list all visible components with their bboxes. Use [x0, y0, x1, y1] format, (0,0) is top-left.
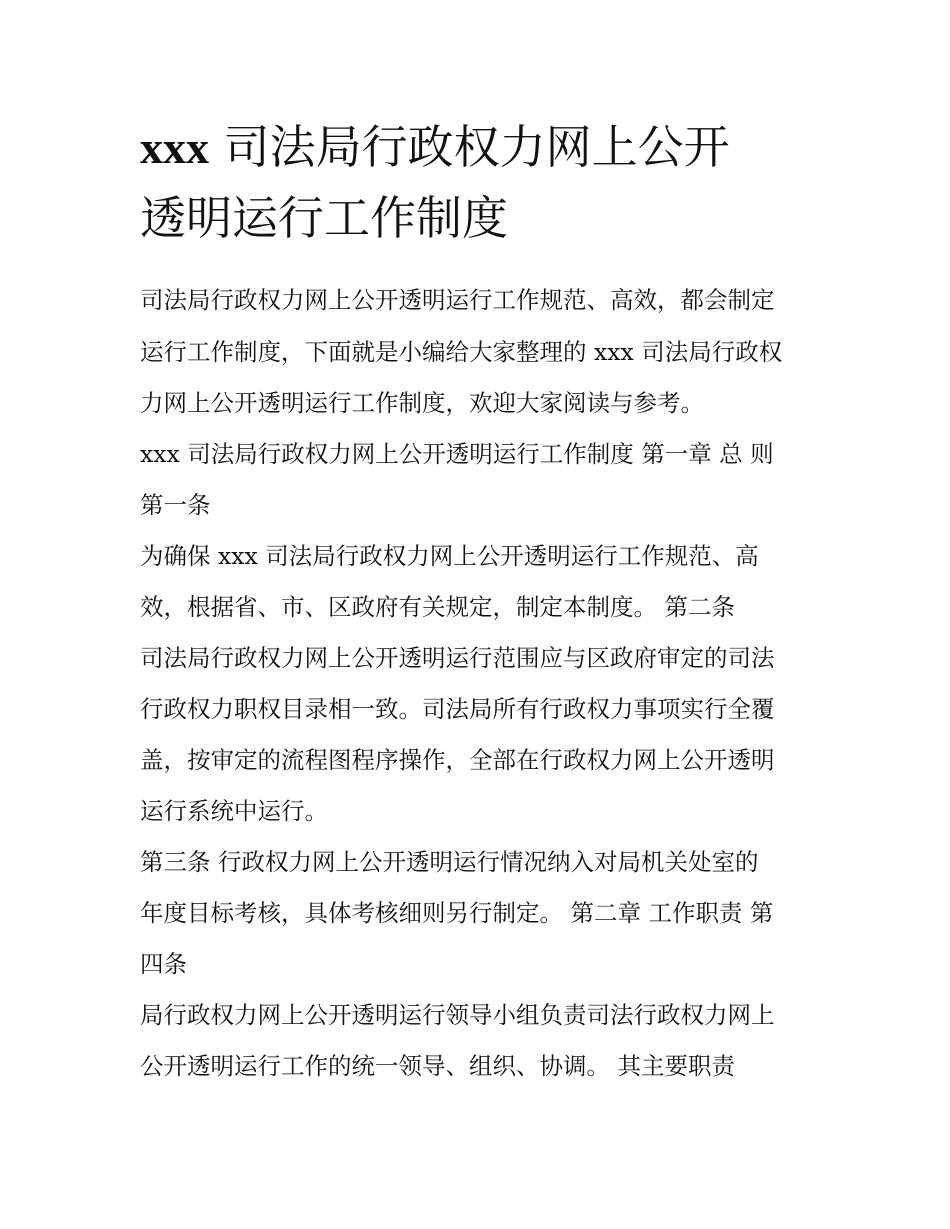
body-line: 局行政权力网上公开透明运行领导小组负责司法行政权力网上	[140, 1001, 775, 1029]
title-prefix: xxx	[140, 122, 209, 173]
body-line: 公开透明运行工作的统一领导、组织、协调。 其主要职责	[140, 1052, 735, 1080]
body-line: 年度目标考核，具体考核细则另行制定。 第二章 工作职责 第	[140, 899, 774, 927]
body-line: 运行系统中运行。	[140, 797, 328, 825]
body-line: 效，根据省、市、区政府有关规定，制定本制度。 第二条	[140, 593, 735, 621]
body-line: xxx 司法局行政权力网上公开透明运行工作制度 第一章 总 则	[140, 440, 774, 468]
body-line: 力网上公开透明运行工作制度，欢迎大家阅读与参考。	[140, 389, 704, 417]
body-line: 四条	[140, 950, 187, 978]
body-line: 第三条 行政权力网上公开透明运行情况纳入对局机关处室的	[140, 848, 759, 876]
title-line1: 司法局行政权力网上公开	[209, 120, 730, 174]
body-line: 盖，按审定的流程图程序操作，全部在行政权力网上公开透明	[140, 746, 775, 774]
body-line: 运行工作制度，下面就是小编给大家整理的 xxx 司法局行政权	[140, 338, 783, 366]
body-line: 第一条	[140, 491, 211, 519]
title-line2: 透明运行工作制度	[140, 191, 508, 245]
body-line: 司法局行政权力网上公开透明运行范围应与区政府审定的司法	[140, 644, 775, 672]
body-line: 行政权力职权目录相一致。司法局所有行政权力事项实行全覆	[140, 695, 775, 723]
body-line: 为确保 xxx 司法局行政权力网上公开透明运行工作规范、高	[140, 542, 759, 570]
document-title	[140, 112, 820, 253]
body-line: 司法局行政权力网上公开透明运行工作规范、高效，都会制定	[140, 286, 775, 314]
